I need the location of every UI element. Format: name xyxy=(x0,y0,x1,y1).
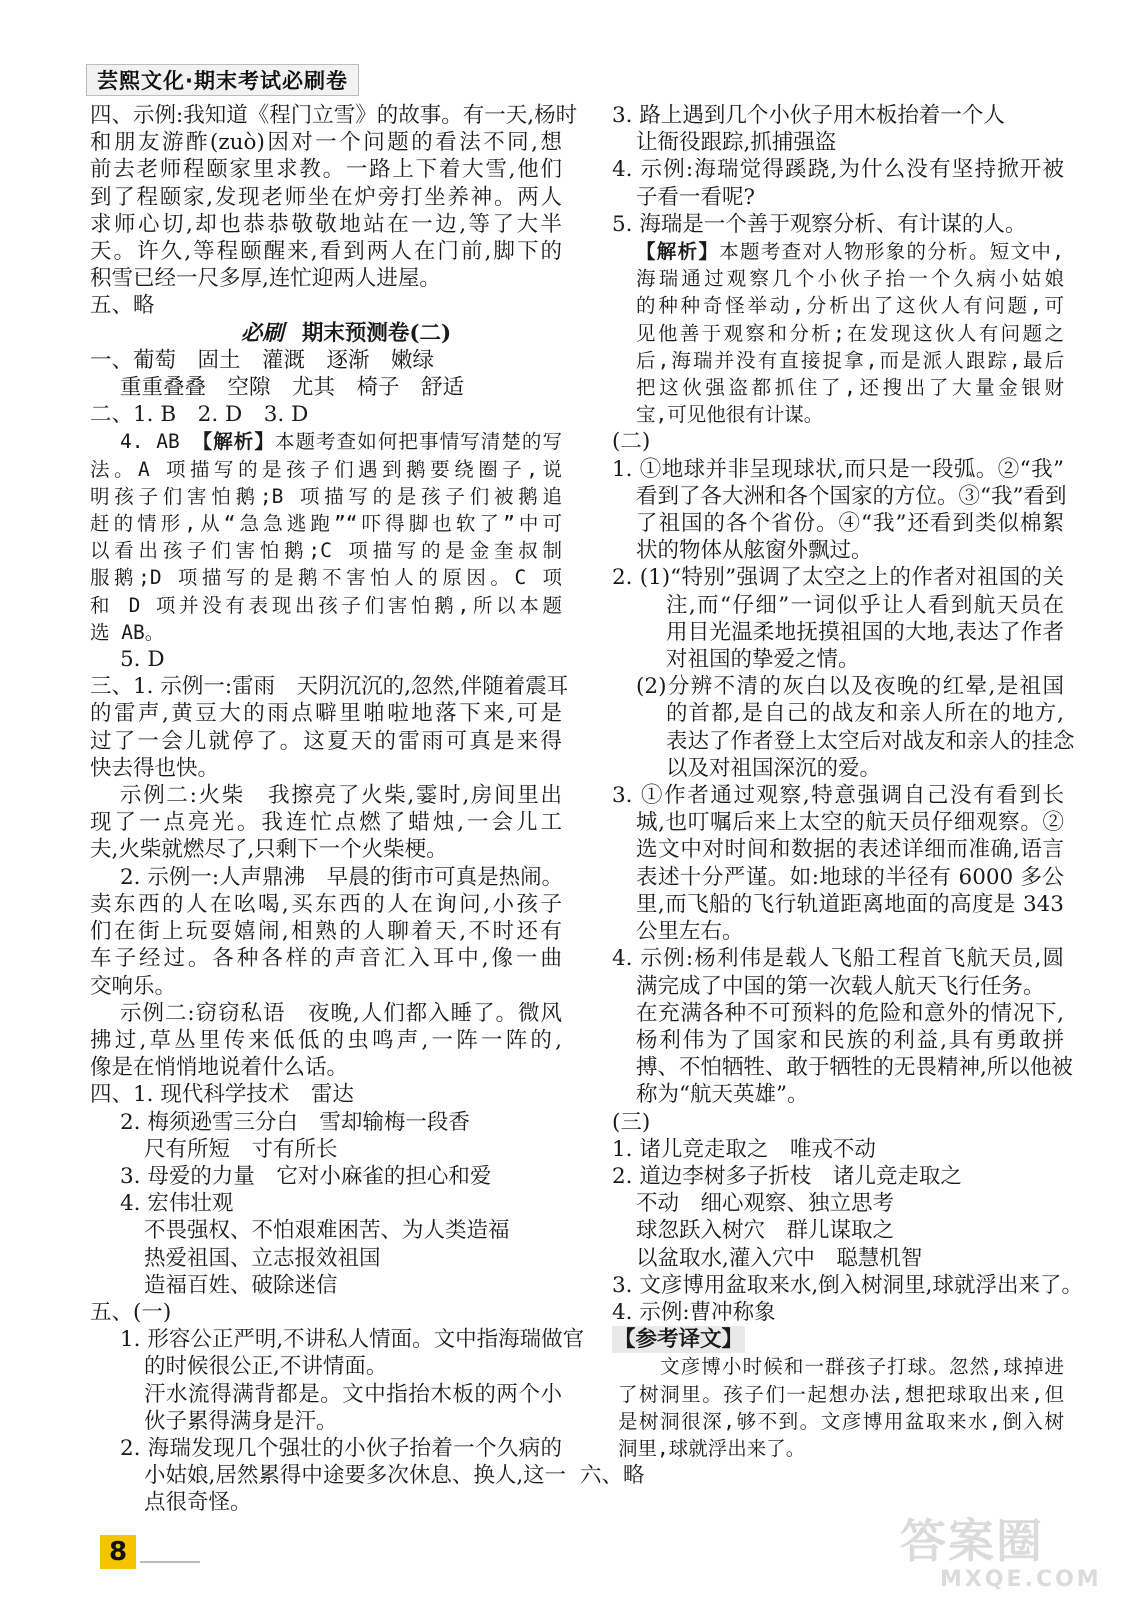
text-line: 过了一会儿就停了。这夏天的雷雨可真是来得 xyxy=(90,728,562,754)
text-line: 用目光温柔地抚摸祖国的大地,表达了作者 xyxy=(666,619,1064,645)
text-line: 注,而“仔细”一词似乎让人看到航天员在 xyxy=(666,592,1064,618)
text-line: 伙子累得满身是汗。 xyxy=(144,1408,338,1434)
text-line: 不畏强权、不怕艰难困苦、为人类造福 xyxy=(144,1218,510,1244)
text-line: 满完成了中国的第一次载人航天飞行任务。 xyxy=(636,973,1045,999)
translation-line: 是树洞很深,够不到。文彦博用盆取来水,倒入树 xyxy=(618,1409,1064,1433)
text-line: 的时候很公正,不讲情面。 xyxy=(144,1354,388,1380)
text-line: (二) xyxy=(612,429,651,455)
text-line: 交响乐。 xyxy=(90,973,177,999)
text-line: 让衙役跟踪,抓捕强盗 xyxy=(636,130,837,156)
analysis-line: 海瑞通过观察几个小伙子抬一个久病小姑娘 xyxy=(636,267,1064,291)
text-line: 1. 形容公正严明,不讲私人情面。文中指海瑞做官 xyxy=(120,1327,585,1353)
page-number-rule xyxy=(140,1561,200,1563)
text-line: 3. 文彦博用盆取来水,倒入树洞里,球就浮出来了。 xyxy=(612,1272,1084,1298)
translation-line: 文彦博小时候和一群孩子打球。忽然,球掉进 xyxy=(660,1355,1064,1379)
reference-translation-title: 【参考译文】 xyxy=(614,1327,744,1353)
text-line: 卖东西的人在吆喝,买东西的人在询问,小孩子 xyxy=(90,891,562,917)
text-line: 3. 母爱的力量 它对小麻雀的担心和爱 xyxy=(120,1163,492,1189)
text-line: 和朋友游酢(zuò)因对一个问题的看法不同,想 xyxy=(90,130,562,156)
text-line: 2. 海瑞发现几个强壮的小伙子抬着一个久病的 xyxy=(120,1435,562,1461)
text-line: 到了程颐家,发现老师坐在炉旁打坐养神。两人 xyxy=(90,184,562,210)
text-line: 像是在悄悄地说着什么话。 xyxy=(90,1055,349,1081)
text-line: 4. 示例:海瑞觉得蹊跷,为什么没有坚持掀开被 xyxy=(612,157,1064,183)
analysis-line: 把这伙强盗都抓住了,还搜出了大量金银财 xyxy=(636,376,1064,400)
analysis-tag: 【解析】 xyxy=(636,240,720,264)
page-number xyxy=(100,1535,136,1569)
text-line: 以盆取水,灌入穴中 聪慧机智 xyxy=(636,1245,923,1271)
text-line: 热爱祖国、立志报效祖国 xyxy=(144,1245,381,1271)
analysis-line xyxy=(612,238,1064,265)
text-line: 2. (1)“特别”强调了太空之上的作者对祖国的关 xyxy=(612,565,1064,591)
text-line: 城,也叮嘱后来上太空的航天员仔细观察。② xyxy=(636,810,1064,836)
text-line: 公里左右。 xyxy=(636,919,744,945)
section-title xyxy=(90,320,562,347)
text-line: 4. 示例:曹冲称象 xyxy=(612,1299,776,1325)
text-line: 前去老师程颐家里求教。一路上下着大雪,他们 xyxy=(90,157,562,183)
text-line: 车子经过。各种各样的声音汇入耳中,像一曲 xyxy=(90,946,562,972)
analysis-line: 服鹅;D 项描写的是鹅不害怕人的原因。C 项 xyxy=(90,566,562,590)
analysis-line: 法。A 项描写的是孩子们遇到鹅要绕圈子,说 xyxy=(90,457,562,481)
text-line: 点很奇怪。 xyxy=(144,1490,252,1516)
text-line: 对祖国的挚爱之情。 xyxy=(666,647,860,673)
text-line: 二、1. B 2. D 3. D xyxy=(90,402,309,428)
text-line: 了祖国的各个省份。④“我”还看到类似棉絮 xyxy=(636,511,1064,537)
analysis-line: 和 D 项并没有表现出孩子们害怕鹅,所以本题 xyxy=(90,593,562,617)
text-line: 1. 诸儿竞走取之 唯戎不动 xyxy=(612,1136,876,1162)
text-line: 夫,火柴就燃尽了,只剩下一个火柴梗。 xyxy=(90,837,448,863)
text-line: 里,而飞船的飞行轨道距离地面的高度是 343 xyxy=(636,891,1064,917)
text-line: 小姑娘,居然累得中途要多次休息、换人,这一 xyxy=(144,1463,567,1489)
analysis-line: 赶的情形,从“急急逃跑”“吓得脚也软了”中可 xyxy=(90,512,562,536)
text-line: 求师心切,却也恭恭敬敬地站在一边,等了大半 xyxy=(90,211,562,237)
text-line: 1. ①地球并非呈现球状,而只是一段弧。②“我” xyxy=(612,456,1064,482)
text-line: 五、略 xyxy=(90,293,155,319)
text-line: 3. 路上遇到几个小伙子用木板抬着一个人 xyxy=(612,103,1005,128)
text-line: 子看一看呢? xyxy=(636,184,756,210)
text-line: 三、1. 示例一:雷雨 天阴沉沉的,忽然,伴随着震耳 xyxy=(90,674,569,700)
text-line: 选文中对时间和数据的表述详细而准确,语言 xyxy=(636,837,1064,863)
left-column xyxy=(90,102,585,1517)
analysis-line: 选 AB。 xyxy=(90,620,165,644)
text-line: 快去得也快。 xyxy=(90,755,220,781)
text-line: 拂过,草丛里传来低低的虫鸣声,一阵一阵的, xyxy=(90,1027,562,1053)
analysis-tag: 【解析】 xyxy=(192,430,275,454)
text-line: 看到了各大洲和各个国家的方位。③“我”看到 xyxy=(636,483,1067,509)
analysis-line: 以看出孩子们害怕鹅;C 项描写的是金奎叔制 xyxy=(90,539,562,563)
text-line: 一、葡萄 固土 灌溉 逐渐 嫩绿 xyxy=(90,347,435,373)
text-line: 示例二:火柴 我擦亮了火柴,霎时,房间里出 xyxy=(120,783,562,809)
text-line: 造福百姓、破除迷信 xyxy=(144,1272,338,1298)
text-line: 5. D xyxy=(120,647,165,673)
text-line: 天。许久,等程颐醒来,看到两人在门前,脚下的 xyxy=(90,239,562,265)
text-line: 4. 宏伟壮观 xyxy=(120,1191,234,1217)
right-column xyxy=(580,102,1084,1489)
watermark xyxy=(890,1505,1102,1595)
text-line: 不动 细心观察、独立思考 xyxy=(636,1191,895,1217)
text-line: 四、1. 现代科学技术 雷达 xyxy=(90,1082,354,1108)
text-line: 3. ①作者通过观察,特意强调自己没有看到长 xyxy=(612,783,1064,809)
text-line: 重重叠叠 空隙 尤其 椅子 舒适 xyxy=(120,375,465,401)
text-line: 四、示例:我知道《程门立雪》的故事。有一天,杨时 xyxy=(90,103,578,128)
section-title-text: 期末预测卷(二) xyxy=(301,320,452,346)
analysis-line: 后,海瑞并没有直接捉拿,而是派人跟踪,最后 xyxy=(636,348,1064,372)
text-line: 在充满各种不可预料的危险和意外的情况下, xyxy=(636,1000,1064,1026)
text-line: 2. 梅须逊雪三分白 雪却输梅一段香 xyxy=(120,1109,470,1135)
analysis-text: 本题考查如何把事情写清楚的写 xyxy=(274,430,562,454)
text-line: 的首都,是自己的战友和亲人所在的地方, xyxy=(666,701,1064,727)
text-line: 5. 海瑞是一个善于观察分析、有计谋的人。 xyxy=(612,211,1027,237)
book-header-title: 芸熙文化·期末考试必刷卷 xyxy=(97,69,348,93)
text-line: 六、略 xyxy=(580,1463,645,1489)
text-line: (三) xyxy=(612,1109,651,1135)
analysis-line: 宝,可见他很有计谋。 xyxy=(636,403,824,427)
analysis-line: 明孩子们害怕鹅;B 项描写的是孩子们被鹅追 xyxy=(90,484,562,508)
book-header xyxy=(86,64,359,96)
text-line: 五、(一) xyxy=(90,1299,172,1325)
text-line: 表述十分严谨。如:地球的半径有 6000 多公 xyxy=(636,864,1064,890)
answer-prefix: 4. AB xyxy=(120,430,180,454)
translation-line: 了树洞里。孩子们一起想办法,想把球取出来,但 xyxy=(618,1382,1064,1406)
translation-line: 洞里,球就浮出来了。 xyxy=(618,1436,806,1460)
text-line xyxy=(612,1326,1064,1353)
analysis-line xyxy=(90,428,562,455)
text-line: 球忽跃入树穴 群儿谋取之 xyxy=(636,1218,895,1244)
text-line: (2)分辨不清的灰白以及夜晚的红晕,是祖国 xyxy=(636,674,1064,700)
page-number-text: 8 xyxy=(108,1537,128,1567)
watermark-logo-text: 答案圈 xyxy=(900,1514,1044,1568)
text-line: 示例二:窃窃私语 夜晚,人们都入睡了。微风 xyxy=(120,1000,562,1026)
text-line: 称为“航天英雄”。 xyxy=(636,1082,809,1108)
text-line: 现了一点亮光。我连忙点燃了蜡烛,一会儿工 xyxy=(90,810,562,836)
text-line: 2. 示例一:人声鼎沸 早晨的街市可真是热闹。 xyxy=(120,864,564,890)
analysis-line: 见他善于观察和分析;在发现这伙人有问题之 xyxy=(636,321,1064,345)
section-title-brush: 必刷 xyxy=(240,320,284,346)
watermark-url: MXQE.COM xyxy=(940,1567,1102,1592)
text-line: 以及对祖国深沉的爱。 xyxy=(666,755,882,781)
analysis-text: 本题考查对人物形象的分析。短文中, xyxy=(719,240,1064,264)
analysis-line: 的种种奇怪举动,分析出了这伙人有问题,可 xyxy=(636,294,1064,318)
text-line: 杨利伟为了国家和民族的利益,具有勇敢拼 xyxy=(636,1027,1064,1053)
text-line: 4. 示例:杨利伟是载人飞船工程首飞航天员,圆 xyxy=(612,946,1064,972)
text-line: 搏、不怕牺牲、敢于牺牲的无畏精神,所以他被 xyxy=(636,1055,1073,1081)
text-line: 积雪已经一尺多厚,连忙迎两人进屋。 xyxy=(90,266,441,292)
text-line: 表达了作者登上太空后对战友和亲人的挂念 xyxy=(666,728,1075,754)
text-line: 2. 道边李树多子折枝 诸儿竞走取之 xyxy=(612,1163,962,1189)
text-line: 们在街上玩耍嬉闹,相熟的人聊着天,不时还有 xyxy=(90,919,562,945)
text-line: 的雷声,黄豆大的雨点噼里啪啦地落下来,可是 xyxy=(90,701,562,727)
text-line: 汗水流得满背都是。文中指抬木板的两个小 xyxy=(144,1381,562,1407)
text-line: 状的物体从舷窗外飘过。 xyxy=(636,538,873,564)
text-line: 尺有所短 寸有所长 xyxy=(144,1136,338,1162)
